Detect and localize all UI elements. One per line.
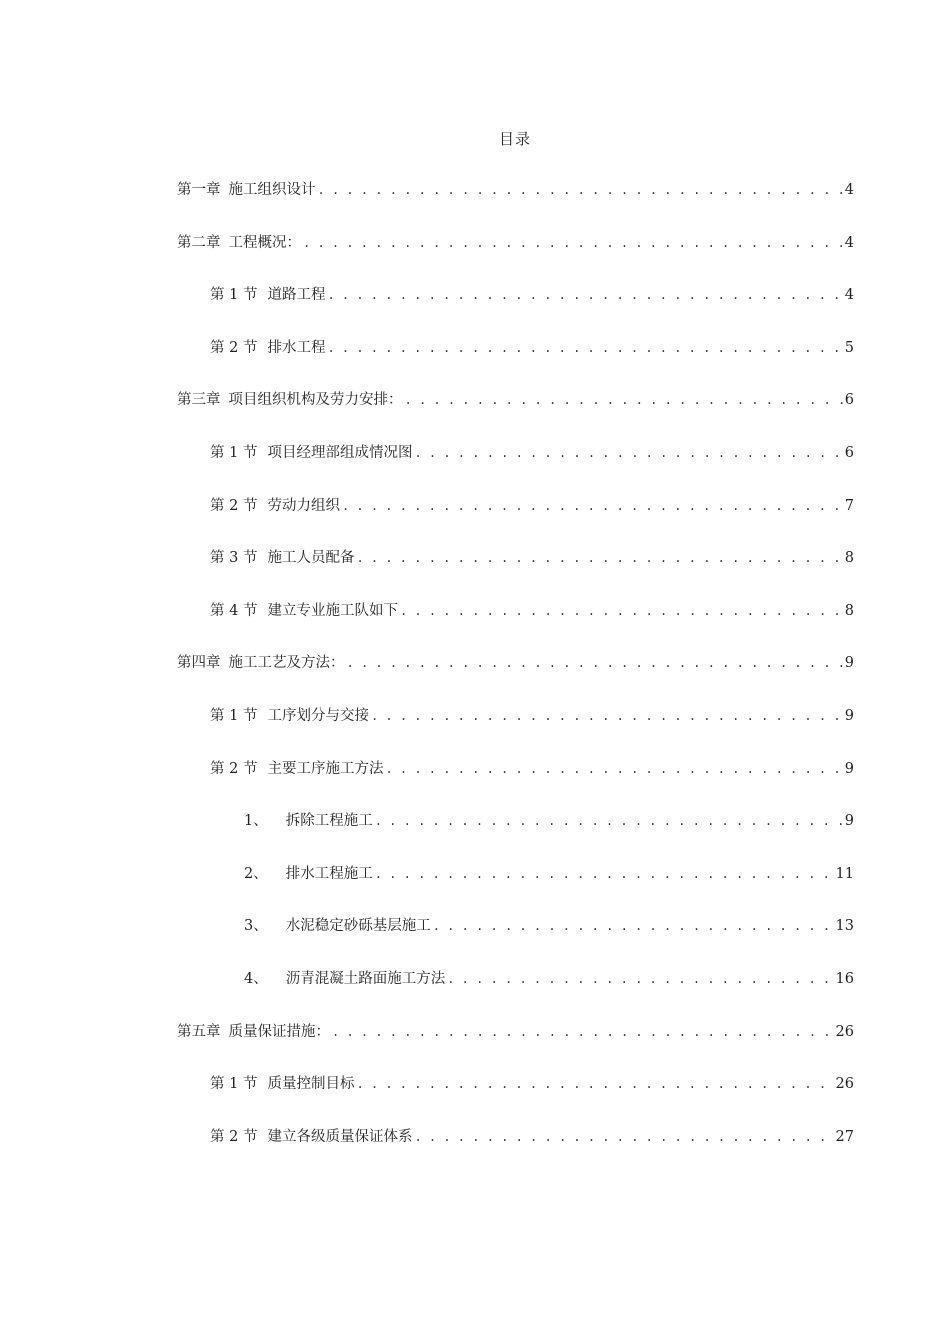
- toc-entry-label: 建立各级质量保证体系: [267, 1128, 413, 1145]
- toc-entry-number: 第 4 节: [210, 602, 258, 619]
- dot-leader: [332, 1018, 852, 1046]
- toc-entry-label: 质量控制目标: [267, 1076, 355, 1093]
- toc-entry-label: 劳动力组织: [267, 497, 340, 514]
- toc-entry-section: [0, 439, 950, 492]
- toc-entry-chapter: [0, 386, 950, 439]
- toc-entry-label: 施工工艺及方法：: [228, 655, 345, 672]
- toc-entry-item: [0, 807, 950, 860]
- toc-entry-label: 建立专业施工队如下: [267, 602, 398, 619]
- toc-entry-section: [0, 334, 950, 387]
- toc-entry-section: [0, 1123, 950, 1176]
- toc-entry-number: 1、: [244, 813, 268, 830]
- toc-entry-section: [0, 597, 950, 650]
- toc-entry-label: 工程概况：: [228, 234, 301, 251]
- toc-entry-number: 第 2 节: [210, 760, 258, 777]
- toc-entry-item: [0, 965, 950, 1018]
- toc-entry-chapter: [0, 176, 950, 229]
- dot-leader: [414, 1123, 852, 1151]
- toc-entry-label: 拆除工程施工: [285, 813, 373, 830]
- toc-entry-label: 项目组织机构及劳力安排：: [228, 392, 403, 409]
- toc-entry-page-number: 11: [834, 860, 854, 888]
- toc-entry-number: 第 2 节: [210, 339, 258, 356]
- toc-entry-number: 第 1 节: [210, 444, 258, 461]
- toc-entry-page-number: 9: [843, 649, 854, 677]
- dot-leader: [342, 492, 852, 520]
- toc-entry-number: 第五章: [177, 1023, 221, 1040]
- toc-entry-section: [0, 281, 950, 334]
- dot-leader: [405, 386, 853, 414]
- toc-entry-section: [0, 544, 950, 597]
- toc-entry-page-number: 13: [834, 912, 854, 940]
- toc-entry-label: 沥青混凝土路面施工方法: [285, 970, 446, 987]
- toc-entry-item: [0, 912, 950, 965]
- toc-entry-number: 第 3 节: [210, 550, 258, 567]
- toc-entry-section: [0, 1070, 950, 1123]
- dot-leader: [414, 439, 852, 467]
- toc-entry-label: 施工人员配备: [267, 550, 355, 567]
- toc-entry-page-number: 4: [843, 229, 854, 257]
- toc-entry-page-number: 4: [843, 176, 854, 204]
- dot-leader: [356, 544, 852, 572]
- toc-entry-page-number: 26: [834, 1018, 854, 1046]
- toc-entry-page-number: 27: [834, 1123, 854, 1151]
- table-of-contents: [0, 176, 950, 1175]
- dot-leader: [385, 755, 852, 783]
- toc-entry-chapter: [0, 229, 950, 282]
- toc-entry-page-number: 5: [843, 334, 854, 362]
- toc-entry-page-number: 9: [843, 702, 854, 730]
- toc-entry-section: [0, 492, 950, 545]
- toc-entry-number: 第 1 节: [210, 287, 258, 304]
- toc-entry-section: [0, 755, 950, 808]
- toc-entry-page-number: 26: [834, 1070, 854, 1098]
- toc-entry-page-number: 8: [843, 597, 854, 625]
- dot-leader: [303, 229, 852, 257]
- toc-entry-number: 4、: [244, 970, 268, 987]
- dot-leader: [433, 912, 852, 940]
- toc-entry-page-number: 8: [843, 544, 854, 572]
- dot-leader: [347, 649, 853, 677]
- toc-entry-number: 第 1 节: [210, 707, 258, 724]
- toc-entry-item: [0, 860, 950, 913]
- toc-entry-label: 项目经理部组成情况图: [267, 444, 413, 461]
- toc-entry-chapter: [0, 1018, 950, 1071]
- dot-leader: [375, 860, 852, 888]
- toc-entry-number: 第二章: [177, 234, 221, 251]
- dot-leader: [318, 176, 853, 204]
- toc-entry-label: 主要工序施工方法: [267, 760, 384, 777]
- toc-entry-page-number: 6: [843, 386, 854, 414]
- toc-entry-page-number: 9: [843, 807, 854, 835]
- toc-entry-label: 水泥稳定砂砾基层施工: [285, 918, 431, 935]
- toc-entry-number: 第一章: [177, 182, 221, 198]
- toc-entry-number: 第 2 节: [210, 497, 258, 514]
- toc-entry-label: 排水工程: [267, 339, 326, 356]
- toc-entry-page-number: 16: [834, 965, 854, 993]
- toc-entry-number: 2、: [244, 865, 268, 882]
- dot-leader: [400, 597, 852, 625]
- toc-entry-label: 质量保证措施：: [228, 1023, 330, 1040]
- toc-entry-label: 施工组织设计: [228, 182, 316, 198]
- toc-entry-label: 排水工程施工: [285, 865, 373, 882]
- toc-entry-number: 第四章: [177, 655, 221, 672]
- dot-leader: [327, 334, 852, 362]
- toc-entry-section: [0, 702, 950, 755]
- toc-entry-label: 道路工程: [267, 287, 326, 304]
- dot-leader: [356, 1070, 852, 1098]
- toc-entry-label: 工序划分与交接: [267, 707, 369, 724]
- toc-entry-chapter: [0, 649, 950, 702]
- toc-entry-page-number: 4: [843, 281, 854, 309]
- toc-entry-number: 3、: [244, 918, 268, 935]
- dot-leader: [327, 281, 852, 309]
- dot-leader: [371, 702, 852, 730]
- toc-entry-page-number: 7: [843, 492, 854, 520]
- toc-entry-number: 第 1 节: [210, 1076, 258, 1093]
- toc-entry-number: 第 2 节: [210, 1128, 258, 1145]
- toc-entry-number: 第三章: [177, 392, 221, 409]
- toc-entry-page-number: 6: [843, 439, 854, 467]
- dot-leader: [447, 965, 852, 993]
- dot-leader: [375, 807, 852, 835]
- toc-title: 目录: [498, 130, 531, 148]
- toc-entry-page-number: 9: [843, 755, 854, 783]
